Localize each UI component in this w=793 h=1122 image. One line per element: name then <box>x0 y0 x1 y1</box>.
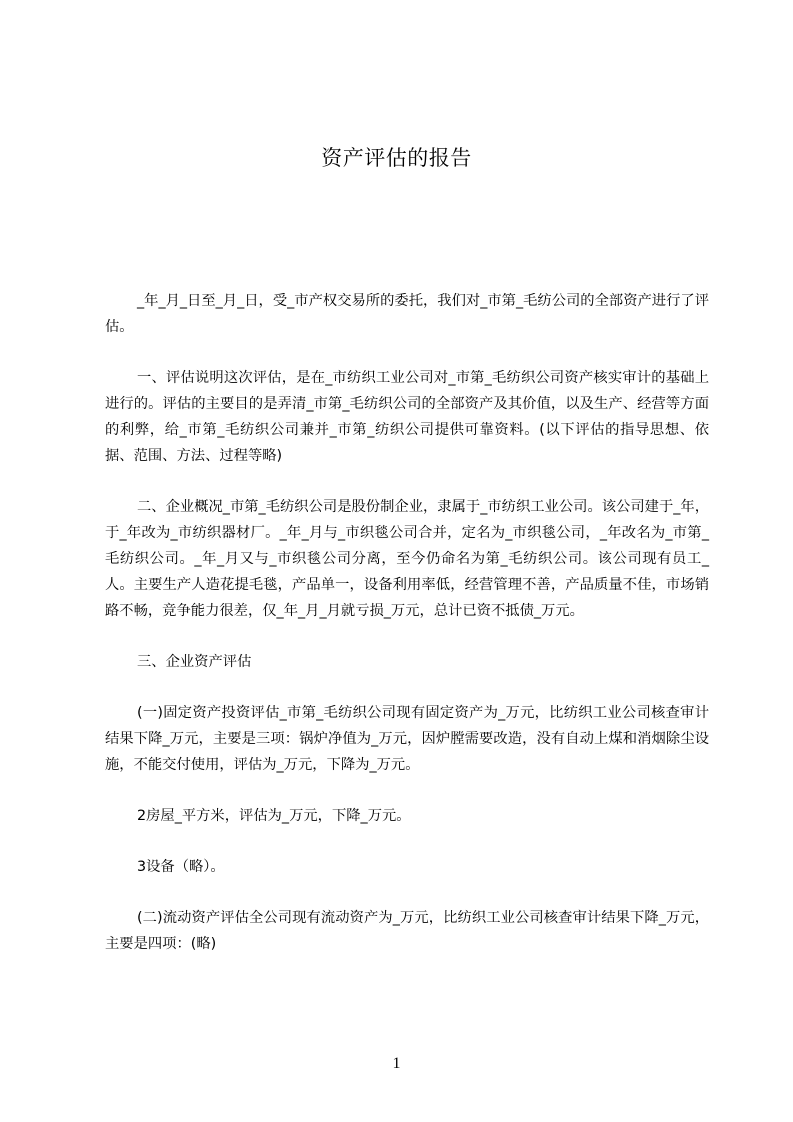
paragraph-buildings: 2房屋_平方米，评估为_万元，下降_万元。 <box>137 808 411 824</box>
paragraph-evaluation-notes: 一、评估说明这次评估，是在_市纺织工业公司对_市第_毛纺织公司资产核实审计的基础上进行的。评估的主要目的是弄清_市第_毛纺织公司的全部资产及其价值，以及生产、经营等方面的利弊，给_市第_毛纺织公司兼并_市第_纺织公司提供可靠资料。(以下评估的指导思想、依据、范围、方法、过程等略) <box>105 370 709 464</box>
page-number: 1 <box>392 1055 401 1072</box>
paragraph-fixed-assets: (一)固定资产投资评估_市第_毛纺织公司现有固定资产为_万元，比纺织工业公司核查审计结果下降_万元，主要是三项：锅炉净值为_万元，因炉膛需要改造，没有自动上煤和消烟除尘设施，不能交付使用，评估为_万元，下降为_万元。 <box>105 705 709 773</box>
document-title: 资产评估的报告 <box>321 146 472 170</box>
paragraph-company-overview: 二、企业概况_市第_毛纺织公司是股份制企业，隶属于_市纺织工业公司。该公司建于_年，于_年改为_市纺织器材厂。_年_月与_市织毯公司合并，定名为_市织毯公司，_年改名为_市第_毛纺织公司。_年_月又与_市织毯公司分离，至今仍命名为第_毛纺织公司。该公司现有员工_人。主要生产人造花提毛毯，产品单一，设备利用率低，经营管理不善，产品质量不佳，市场销路不畅，竞争能力很差，仅_年_月_月就亏损_万元，总计已资不抵债_万元。 <box>105 499 709 619</box>
paragraph-intro: _年_月_日至_月_日，受_市产权交易所的委托，我们对_市第_毛纺公司的全部资产进行了评估。 <box>105 293 709 335</box>
section-heading-asset-evaluation: 三、企业资产评估 <box>137 654 252 670</box>
document-body <box>105 288 709 982</box>
paragraph-current-assets: (二)流动资产评估全公司现有流动资产为_万元，比纺织工业公司核查审计结果下降_万元，主要是四项：(略) <box>105 910 709 952</box>
paragraph-equipment: 3设备（略）。 <box>137 859 225 875</box>
